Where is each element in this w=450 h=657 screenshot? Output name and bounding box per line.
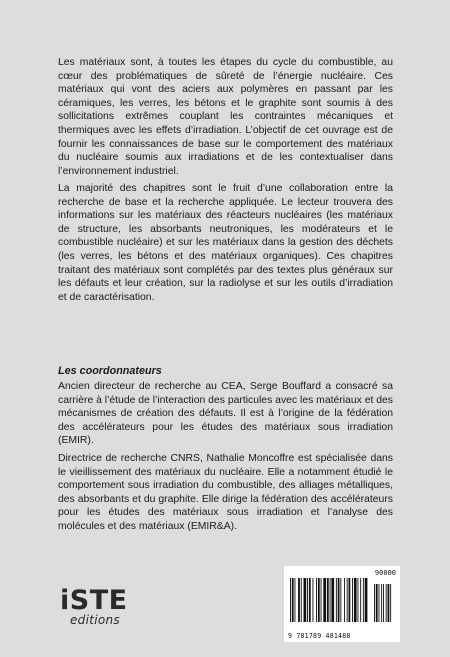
logo-wordmark: iSTE: [60, 585, 128, 616]
barcode-bars: [288, 572, 396, 628]
coordinator-bio-moncoffre: Directrice de recherche CNRS, Nathalie Moncoffre est spécialisée dans le vieillissement des matériaux du nucléaire. Elle a notamment étudié le comportement sous irradiation du combustible, des alliages métalliques, des absorbants et du graphite. Elle dirige la fédération des accélérateurs pour les études des matériaux sous irradiation et l’analyse des molécules et des matériaux (EMIR&A).: [58, 453, 393, 532]
barcode-price-addon: 90000: [374, 569, 396, 577]
isbn-barcode: [284, 566, 400, 642]
description-paragraph-2: La majorité des chapitres sont le fruit d’une collaboration entre la recherche de base et la recherche appliquée. Le lecteur trouvera des informations sur les matériaux des réacteurs nucléaires (les matériaux de structure, les absorbants neutroniques, les modérateurs et le combustible nucléaire) et sur les matériaux dans la gestion des déchets (les verres, les bétons et des matériaux organiques). Ces chapitres traitant des matériaux sont complétés par des textes plus généraux sur les défauts et leur création, sur la radiolyse et sur les outils d’irradiation et de caractérisation.: [58, 183, 393, 303]
iste-editions-logo: [60, 587, 146, 629]
logo-subtitle: editions: [70, 613, 120, 627]
description-paragraph-1: Les matériaux sont, à toutes les étapes du cycle du combustible, au cœur des problématiques de sûreté de l’énergie nucléaire. Ces matériaux qui vont des aciers aux polymères en passant par les céramiques, les verres, les bétons et le graphite sont soumis à des sollicitations extrêmes couplant les contraintes mécaniques et thermiques avec les effets d’irradiation. L’objectif de cet ouvrage est de fournir les connaissances de base sur le comportement des matériaux du nucléaire soumis aux irradiations et de les contextualiser dans l’environnement industriel.: [58, 57, 393, 177]
barcode-digits: 9 781789 481488: [288, 632, 351, 640]
coordinators-heading: Les coordonnateurs: [58, 365, 162, 377]
coordinator-bio-bouffard: Ancien directeur de recherche au CEA, Serge Bouffard a consacré sa carrière à l’étude de l’interaction des particules avec les matériaux et des mécanismes de création des défauts. Il est à l’origine de la fédération des accélérateurs pour les études des matériaux sous irradiation (EMIR).: [58, 381, 393, 447]
